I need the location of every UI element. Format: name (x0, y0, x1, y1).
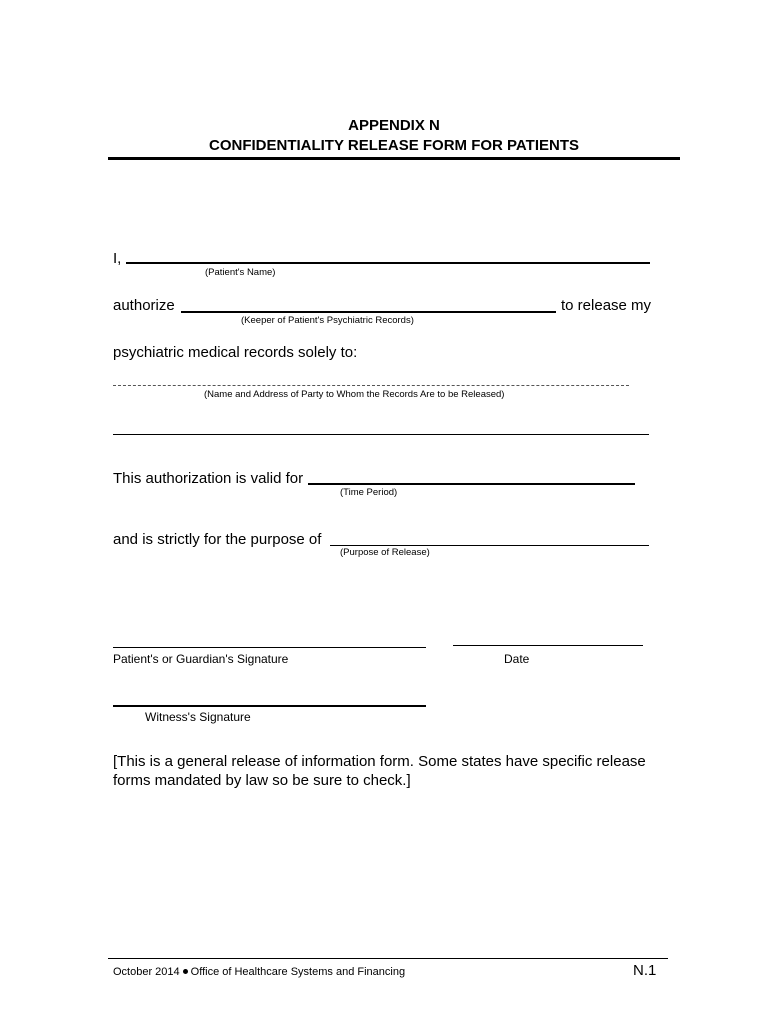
records-sentence: psychiatric medical records solely to: (113, 344, 358, 361)
page-number: N.1 (633, 962, 657, 979)
witness-signature-label: Witness's Signature (145, 710, 251, 724)
keeper-caption: (Keeper of Patient's Psychiatric Records) (241, 315, 414, 326)
patient-name-field[interactable] (126, 262, 650, 264)
i-label: I, (113, 250, 122, 267)
footer-info (113, 965, 405, 979)
footer-office: Office of Healthcare Systems and Financing (190, 966, 406, 978)
date-field[interactable] (453, 645, 643, 646)
time-period-field[interactable] (308, 483, 635, 485)
bullet-icon (183, 969, 188, 974)
footer-date: October 2014 (113, 966, 180, 978)
party-caption: (Name and Address of Party to Whom the Records Are to be Released) (204, 389, 505, 400)
release-label: to release my (561, 297, 652, 314)
patient-signature-label: Patient's or Guardian's Signature (113, 652, 289, 666)
party-name-field[interactable] (113, 385, 629, 386)
appendix-heading: APPENDIX N (348, 117, 440, 134)
patient-name-caption: (Patient's Name) (205, 267, 276, 278)
date-label: Date (504, 652, 530, 666)
title-divider (108, 157, 680, 160)
keeper-of-records-field[interactable] (181, 311, 556, 313)
form-title: CONFIDENTIALITY RELEASE FORM FOR PATIENTS (208, 137, 579, 154)
purpose-caption: (Purpose of Release) (340, 547, 430, 558)
witness-signature-field[interactable] (113, 705, 426, 707)
purpose-label: and is strictly for the purpose of (113, 531, 322, 548)
footer-divider (108, 958, 668, 959)
authorize-label: authorize (113, 297, 175, 314)
purpose-field[interactable] (330, 545, 649, 546)
party-address-field[interactable] (113, 434, 649, 435)
patient-signature-field[interactable] (113, 647, 426, 648)
time-period-caption: (Time Period) (340, 487, 398, 498)
release-note: [This is a general release of information form. Some states have specific release forms mandated by law so be sure to check.] (113, 753, 646, 789)
valid-for-label: This authorization is valid for (113, 470, 304, 487)
